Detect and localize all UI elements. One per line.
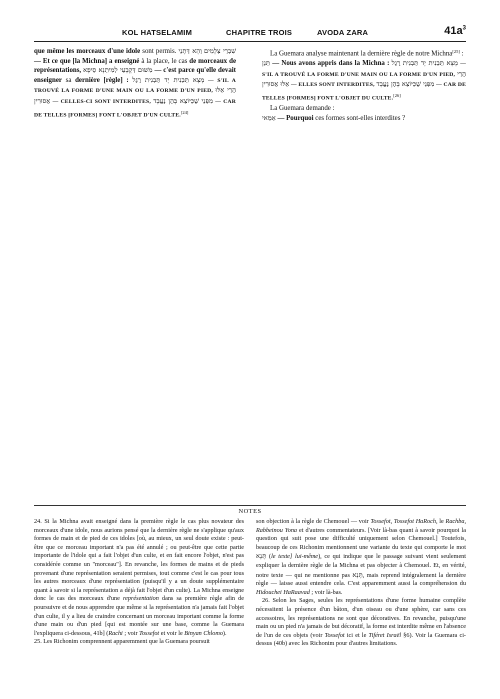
italic-run: Tiféret Israël (368, 631, 402, 639)
notes-heading: NOTES (238, 508, 262, 515)
hebrew-phrase: וְהָא דְּתָנֵי (178, 47, 202, 55)
bold-phrase: que même les morceaux d'une idole (34, 48, 141, 55)
note-26 (256, 597, 466, 649)
italic-run: représentation (123, 595, 159, 603)
mishna-quote: — ELLES SONT INTERDITES, (291, 82, 375, 89)
hebrew-phrase: מָצָא תַּבְנִית יָד תַּבְנִית רֶגֶל (391, 59, 458, 68)
italic-run: Tossefot (139, 629, 160, 637)
hebrew-phrase: תָּנָא (352, 570, 363, 579)
right-question-intro (262, 104, 466, 114)
header-book-title: KOL HATSELAMIM (122, 28, 193, 37)
text-run: , (390, 518, 394, 525)
italic-run: Hidouchei HaRaavad (256, 588, 310, 596)
italic-run: Tossefot (324, 631, 345, 639)
hebrew-phrase: תָּנָא (256, 552, 267, 561)
text-run: 26. Selon les Sages, seules les représentations d'une forme humaine complète nécessitent la présence d'un bâton, d'un oiseau ou d'une sphère, car sans ces accessoires, les représentations ne sont que décoratives. En revanche, puisqu'une main ou un pied n'a jamais de but décoratif, la forme est interdite même en l'absence de l'un de ces objets (voir (256, 597, 466, 639)
text-run: ). (222, 629, 227, 637)
notes-right-column (256, 518, 466, 649)
hebrew-phrase: תְּנַן (262, 59, 270, 68)
text-run: sa (61, 76, 76, 84)
left-text-column (34, 47, 236, 121)
italic-run: le texte] lui-même (271, 553, 319, 561)
bold-phrase: — Pourquoi (277, 114, 314, 122)
text-run: , mais reprend intégralement la dernière règle — laisse aussi entendre cela. C'est apparemment aussi la compréhension du (256, 571, 466, 588)
mishna-quote: — CAR DE TELLES [FORMES] FONT L'OBJET DU CULTE. (262, 82, 466, 102)
text-run: ici et le (344, 631, 369, 639)
text-run: §6). Voir la Guemara ci-dessus (40b) avec les Richonim pour d'autres limitations. (256, 631, 466, 648)
mishna-quote: — S'IL A TROUVÉ LA FORME D'UNE MAIN OU LA FORME D'UN PIED, (34, 77, 236, 95)
text-run: ; voir (122, 629, 140, 637)
hebrew-phrase: מִשּׁוּם דְּקָבָעֵי לְמִיתְנָא סֵיפָא (83, 66, 153, 75)
italic-run: Tossefot HaRoch (393, 518, 436, 525)
text-run: , (464, 518, 466, 525)
text-run: dans sa première règle afin de poursuivre et de nous apprendre que même si la représentation n'a jamais fait l'objet d'un culte, il y a lieu de craindre concernant un morceau important comme la forme d'une main ou d'un pied [qui est montée sur une base, comme la Guemara l'expliquera ci-dessous, 41b] ( (34, 595, 244, 637)
bold-phrase: de morceaux de représentations, (34, 57, 236, 75)
text-run: et voir le (159, 629, 185, 637)
text-run: 25. Les Richonim comprennent apparemment que la Guemara poursuit (34, 638, 210, 646)
bold-phrase: — Et ce que [la Michna] a enseigné (34, 57, 140, 65)
mishna-quote: — CELLES-CI SONT INTERDITES, (52, 98, 151, 105)
footnote-ref-24[interactable]: [24] (180, 109, 189, 115)
text-run: ), ce qui indique que le passage suivant vient seulement expliquer la dernière règle de la Michna et pas objecter à Chemouel. Et, en vérité, notre texte — qui ne mentionne pas (256, 553, 466, 579)
text-run: ces formes sont-elles interdites ? (313, 114, 406, 122)
text-run: ; voir là-bas. (309, 588, 343, 596)
hebrew-phrase: מִפְּנֵי שֶׁכַּיּוֹצֵא בָּהֶן נֶעֱבָד (376, 80, 435, 89)
notes-divider (34, 505, 466, 506)
text-run: son objection à la règle de Chemouel — voir (256, 518, 371, 525)
text-run: sont permis. (140, 48, 177, 55)
italic-run: Rabbeinou Yona (256, 526, 298, 534)
text-run: : (459, 50, 464, 58)
right-intro-paragraph (262, 47, 466, 59)
text-run: La Guemara analyse maintenant la dernière règle de notre Michna (270, 50, 453, 58)
hebrew-phrase: הֲרֵי אֵלּוּ אֲסוּרִין (262, 69, 466, 89)
hebrew-phrase: שִׁבְרֵי צְלָמִים (203, 47, 236, 55)
running-header (34, 27, 466, 42)
text-run: et d'autres commentateurs. [Voir là-bas quant à savoir pourquoi la question qui suit pose une difficulté uniquement selon Chemouel.] Toutefois, beaucoup de ces Richonim mentionnent une variante du texte qui comporte le mot (256, 526, 467, 551)
italic-run: Binyan Chlomo (184, 629, 223, 637)
italic-run: Rachba (445, 518, 465, 525)
folio-superscript: 3 (462, 25, 466, 32)
text-run: , le (436, 518, 446, 525)
text-run: 24. Si la Michna avait enseigné dans la première règle le cas plus novateur des morceaux d'une idole, nous aurions pensé que la dernière règle ne s'applique qu'aux formes de main et de pied de ces idoles [où, au mieux, un seul doute existe : peut-être que ce morceau important n'a pas été annulé ; ou peut-être que cette partie importante de l'idole qui a fait l'objet d'un culte, et en fait encore l'objet, n'est pas considérée comme un "morceau"]. En revanche, les formes de mains et de pieds provenant d'une représentation seraient permises, tout comme c'est le cas pour tous les autres morceaux d'une représentation (puisqu'il y a un doute supplémentaire quant à savoir si la représentation a déjà fait l'objet d'un culte). La Michna enseigne donc le cas des morceaux d'une (34, 518, 244, 603)
text-run: à la place, le cas (139, 57, 190, 65)
notes-left-column (34, 518, 244, 647)
header-folio (444, 25, 466, 37)
bold-phrase: — Nous avons appris dans la Michna : (272, 60, 390, 68)
footnote-ref-26[interactable]: [26] (393, 92, 401, 98)
text-run: La Guemara demande : (270, 104, 335, 112)
left-paragraph (34, 47, 236, 121)
right-question (262, 114, 466, 124)
header-chapter: CHAPITRE TROIS (226, 28, 293, 37)
hebrew-phrase: מָצָא תַּבְנִית יָד תַּבְנִית רֶגֶל (132, 75, 205, 84)
mishna-quote: — S'IL A TROUVÉ LA FORME D'UNE MAIN OU LA FORME D'UN PIED, (262, 61, 466, 78)
footnote-ref-25[interactable]: [25] (452, 49, 460, 54)
mishna-quote: — CAR DE TELLES [FORMES] FONT L'OBJET D'UN CULTE. (34, 98, 236, 119)
right-text-column (262, 47, 466, 123)
note-25-start (34, 638, 244, 647)
italic-run: Rachi (108, 629, 123, 637)
note-25-continued (256, 518, 466, 597)
hebrew-phrase: מִפְּנֵי שֶׁכַּיּוֹצֵא בָּהֶן נֶעֱבָד (153, 96, 213, 105)
bold-phrase: — c'est parce qu'elle devait enseigner (34, 67, 236, 84)
text-run: ( (266, 553, 272, 561)
italic-run: Tossefot (370, 518, 391, 525)
right-quote-paragraph (262, 59, 466, 104)
header-tractate: AVODA ZARA (317, 28, 369, 37)
note-24 (34, 518, 244, 638)
folio-number: 41a (444, 25, 463, 37)
hebrew-phrase: אַמַּאי (262, 113, 276, 122)
bold-phrase: dernière [règle] : (75, 76, 129, 84)
hebrew-phrase: הֲרֵי אֵלּוּ אֲסוּרִין (34, 86, 236, 105)
